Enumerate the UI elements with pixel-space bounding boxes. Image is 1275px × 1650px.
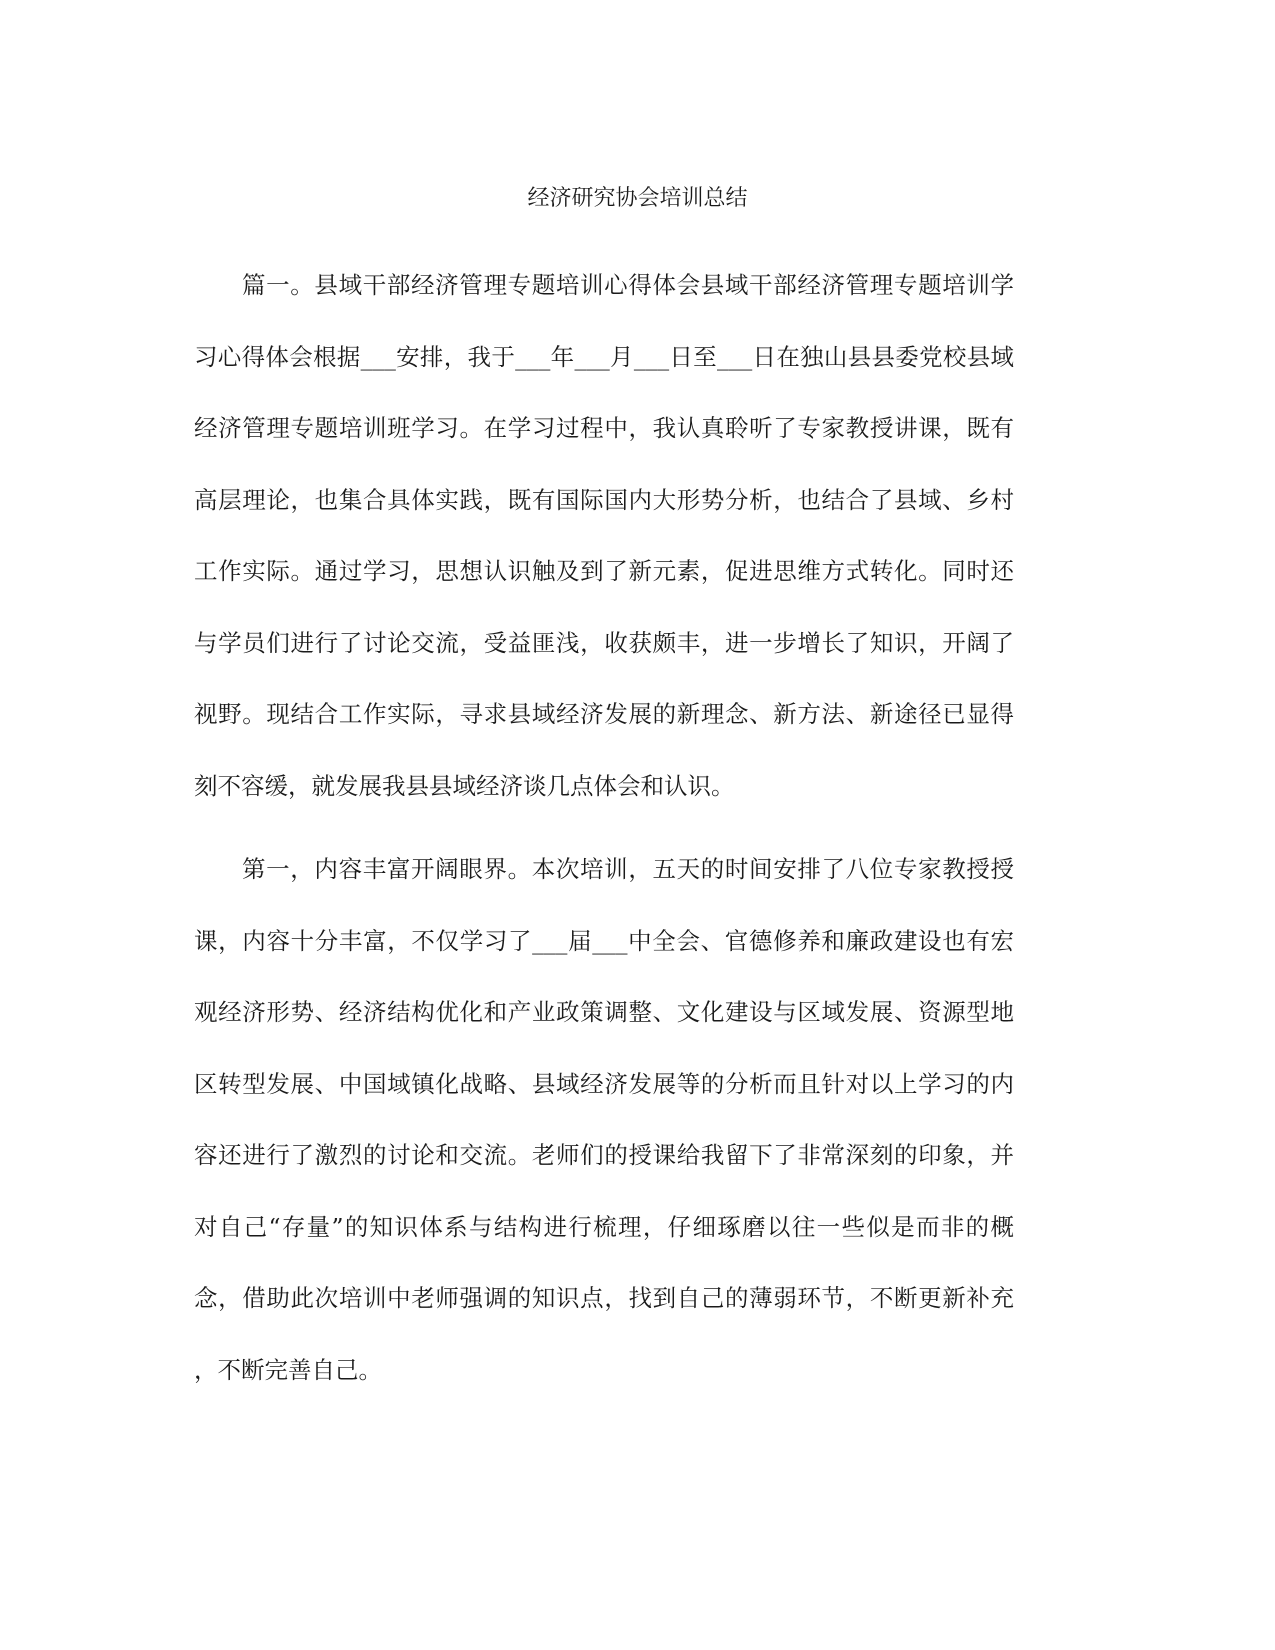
text-line: 念，借助此次培训中老师强调的知识点，找到自己的薄弱环节，不断更新补充 xyxy=(194,1284,1014,1312)
document-title: 经济研究协会培训总结 xyxy=(527,186,748,211)
text-line: 对自己“存量”的知识体系与结构进行梳理，仔细琢磨以往一些似是而非的概 xyxy=(194,1212,1014,1241)
text-line: 第一，内容丰富开阔眼界。本次培训，五天的时间安排了八位专家教授授 xyxy=(242,855,1014,883)
text-line: 高层理论，也集合具体实践，既有国际国内大形势分析，也结合了县域、乡村 xyxy=(194,485,1014,514)
text-line: ，不断完善自己。 xyxy=(194,1355,382,1384)
text-line: 篇一。县域干部经济管理专题培训心得体会县域干部经济管理专题培训学 xyxy=(242,271,1014,299)
text-line: 视野。现结合工作实际，寻求县域经济发展的新理念、新方法、新途径已显得 xyxy=(194,700,1014,728)
paragraph-1 xyxy=(194,270,1014,842)
text-line: 与学员们进行了讨论交流，受益匪浅，收获颇丰，进一步增长了知识，开阔了 xyxy=(194,628,1014,657)
paragraph-2 xyxy=(194,854,1014,1426)
text-line: 工作实际。通过学习，思想认识触及到了新元素，促进思维方式转化。同时还 xyxy=(194,557,1014,585)
text-line: 容还进行了激烈的讨论和交流。老师们的授课给我留下了非常深刻的印象，并 xyxy=(194,1141,1014,1169)
text-line: 课，内容十分丰富，不仅学习了___届___中全会、官德修养和廉政建设也有宏 xyxy=(194,926,1014,955)
text-line: 观经济形势、经济结构优化和产业政策调整、文化建设与区域发展、资源型地 xyxy=(194,998,1014,1026)
text-line: 刻不容缓，就发展我县县域经济谈几点体会和认识。 xyxy=(194,771,735,800)
text-line: 经济管理专题培训班学习。在学习过程中，我认真聆听了专家教授讲课，既有 xyxy=(194,414,1014,442)
text-line: 习心得体会根据___安排，我于___年___月___日至___日在独山县县委党校县域 xyxy=(194,342,1014,371)
text-line: 区转型发展、中国域镇化战略、县域经济发展等的分析而且针对以上学习的内 xyxy=(194,1069,1014,1098)
